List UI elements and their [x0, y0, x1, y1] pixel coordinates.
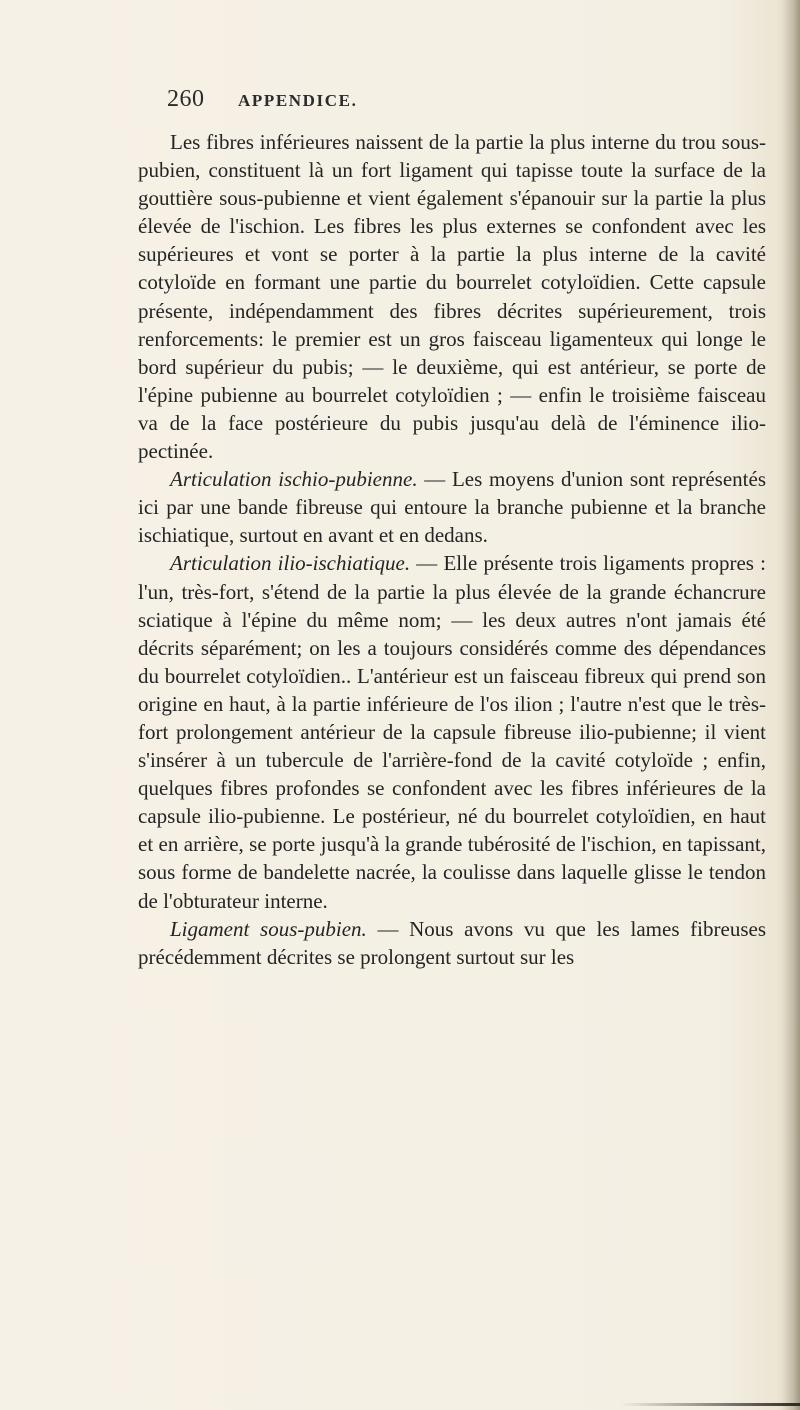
section-title: Articulation ischio-pubienne. — [170, 467, 418, 492]
paragraph-text: — Nous avons vu que les lames fibreuses précédemment décrites se prolongent surtout sur les — [138, 916, 766, 969]
paragraph-ligament-sous-pubien — [138, 915, 766, 971]
paragraph-articulation-ilio-ischiatique — [138, 549, 766, 914]
paragraph-fibres-inferieures — [138, 128, 766, 465]
section-title: Ligament sous-pubien. — [170, 916, 367, 941]
paragraph-articulation-ischio-pubienne — [138, 465, 766, 549]
paragraph-text: Les fibres inférieures naissent de la partie la plus interne du trou sous-pubien, constituent là un fort ligament qui tapisse toute la surface de la gouttière sous-pubienne et vient également s'épanouir sur la partie la plus élevée de l'ischion. Les fibres les plus externes se confondent avec les supérieures et vont se porter à la partie la plus interne de la cavité cotyloïde en formant une partie du bourrelet cotyloïdien. Cette capsule présente, indépendamment des fibres décrites supérieurement, trois renforcements: le premier est un gros faisceau ligamenteux qui longe le bord supérieur du pubis; — le deuxième, qui est antérieur, se porte de l'épine pubienne au bourrelet cotyloïdien ; — enfin le troisième faisceau va de la face postérieure du pubis jusqu'au delà de l'éminence ilio-pectinée. — [138, 130, 766, 464]
page-number: 260 — [167, 86, 205, 112]
page-bottom-edge — [620, 1403, 800, 1406]
section-title: Articulation ilio-ischiatique. — [170, 551, 411, 576]
paragraph-text: — Elle présente trois ligaments propres : l'un, très-fort, s'étend de la partie la plus élevée de la grande échancrure sciatique à l'épine du même nom; — les deux autres n'ont jamais été décrits séparément; on les a toujours considérés comme des dépendances du bourrelet cotyloïdien.. L'antérieur est un faisceau fibreux qui prend son origine en haut, à la partie inférieure de l'os ilion ; l'autre n'est que le très-fort prolongement antérieur de la capsule fibreuse ilio-pubienne; il vient s'insérer à un tubercule de l'arrière-fond de la cavité cotyloïde ; enfin, quelques fibres profondes se confondent avec les fibres inférieures de la capsule ilio-pubienne. Le postérieur, né du bourrelet cotyloïdien, en haut et en arrière, se porte jusqu'à la grande tubérosité de l'ischion, en tapissant, sous forme de bandelette nacrée, la coulisse dans laquelle glisse le tendon de l'obturateur interne. — [138, 551, 766, 913]
running-title: APPENDICE. — [238, 91, 358, 110]
paragraph-text: — Les moyens d'union sont représentés ici par une bande fibreuse qui entoure la branche pubienne et la branche ischiatique, surtout en avant et en dedans. — [138, 467, 766, 548]
body-text — [138, 128, 766, 971]
page-edge-shadow — [782, 0, 800, 1410]
running-head — [167, 86, 767, 116]
